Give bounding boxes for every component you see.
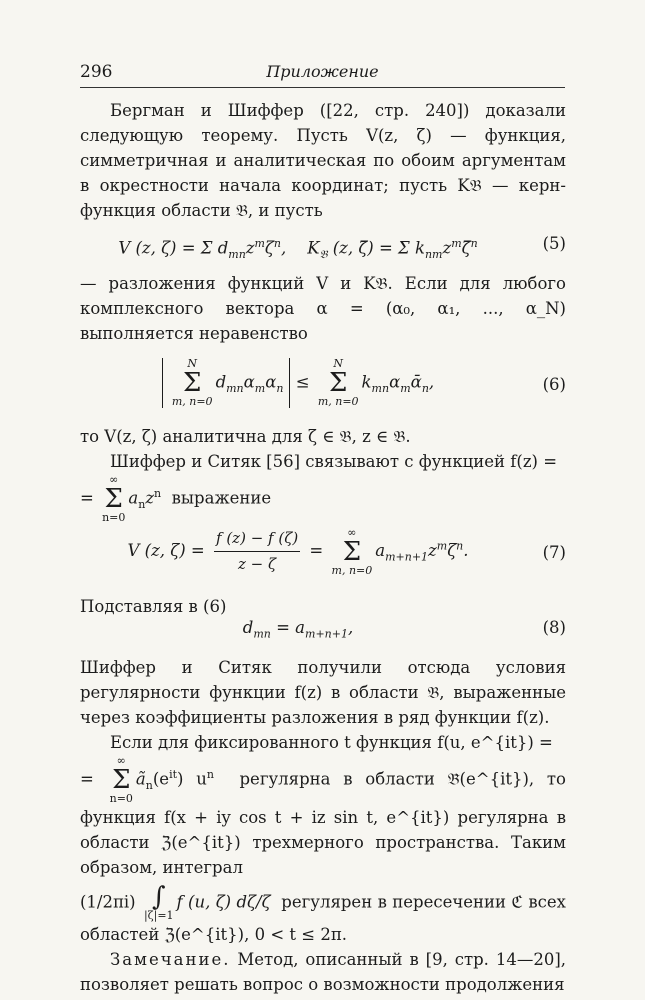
page-header — [80, 62, 565, 84]
paragraph-6: Шиффер и Ситяк получили отсюда условия регулярности функции f(z) в области 𝔅, выраженные через коэффициенты разложения в ряд функции f(z). — [80, 658, 566, 727]
paragraph-7-body: = ∞ Σ n=0 $ã_n(e^{it})$ $u^n$ регулярна в области 𝔅̃(e^{it}), то функция f(x + iy cos t + iz sin t, e^{it}) регулярна в области ℨ(e^{it}) трехмерного пространства. Таким образом, интеграл — [80, 754, 566, 877]
equation-5-math: V (z, ζ) = Σ $d_{mn}z^m\zeta^n$, $K_𝔅$ (z, ζ̄) = Σ $k_{nm}z^m\zetā^n$ — [118, 237, 478, 261]
equation-7 — [80, 524, 566, 586]
equation-8 — [80, 615, 566, 647]
header-rule — [80, 87, 565, 88]
equation-5-number: (5) — [542, 234, 566, 253]
paragraph-3: то V(z, ζ) аналитична для ζ ∈ 𝔅, z ∈ 𝔅. — [80, 427, 411, 446]
remark-label: Замечание. — [110, 950, 231, 969]
page-number: 296 — [80, 62, 113, 82]
page-body — [80, 98, 566, 997]
paragraph-4: Шиффер и Ситяк [56] связывают с функцией f(z) = — [110, 452, 558, 471]
paragraph-5: Подставляя в (6) — [80, 597, 227, 616]
paragraph-2: — разложения функций V и K𝔅. Если для любого комплексного вектора α = (α₀, α₁, ..., α_N) выполняется неравенство — [80, 274, 566, 343]
paragraph-7-head: Если для фиксированного t функция f(u, e^{it}) = — [110, 733, 553, 752]
equation-5 — [80, 231, 566, 263]
inline-sum-line: = ∞ Σ n=0 $a_nz^n$ выражение — [80, 473, 272, 524]
equation-6-number: (6) — [542, 375, 566, 394]
equation-7-number: (7) — [542, 543, 566, 562]
equation-8-number: (8) — [542, 618, 566, 637]
equation-7-math: V (z, ζ) = $\frac{f (z) - f (\zeta)}{z - \zeta}$ = ∞ Σ m, n=0 $a_{m+n+1}z^m\zeta^n$. — [127, 525, 469, 577]
equation-6-math: N Σ m, n=0 $d_{mn}\alpha_m\alpha_n$ ≤ N Σ m, n=0 $k_{mn}\alpha_mᾱ_n$, — [80, 358, 516, 408]
running-head: Приложение — [266, 62, 379, 81]
paragraph-8: Замечание. Метод, описанный в [9, стр. 14—20], позволяет решать вопрос о возможности продолжения — [80, 950, 566, 994]
paragraph-7-integral: (1/2πi) ∫ |ζ|=1 f (u, ζ) dζ/ζ регулярен в пересечении ℭ всех областей ℨ(e^{it}), 0 < t ≤ 2π. — [80, 882, 566, 944]
paragraph-1: Бергман и Шиффер ([22, стр. 240]) доказали следующую теорему. Пусть V(z, ζ) — функция, симметричная и аналитическая по обоим аргументам в окрестности начала координат; пусть K𝔅 — керн-функция области 𝔅, и пусть — [80, 101, 566, 220]
equation-6 — [80, 354, 566, 416]
equation-8-math: $d_{mn} = a_{m+n+1}$, — [242, 618, 354, 641]
